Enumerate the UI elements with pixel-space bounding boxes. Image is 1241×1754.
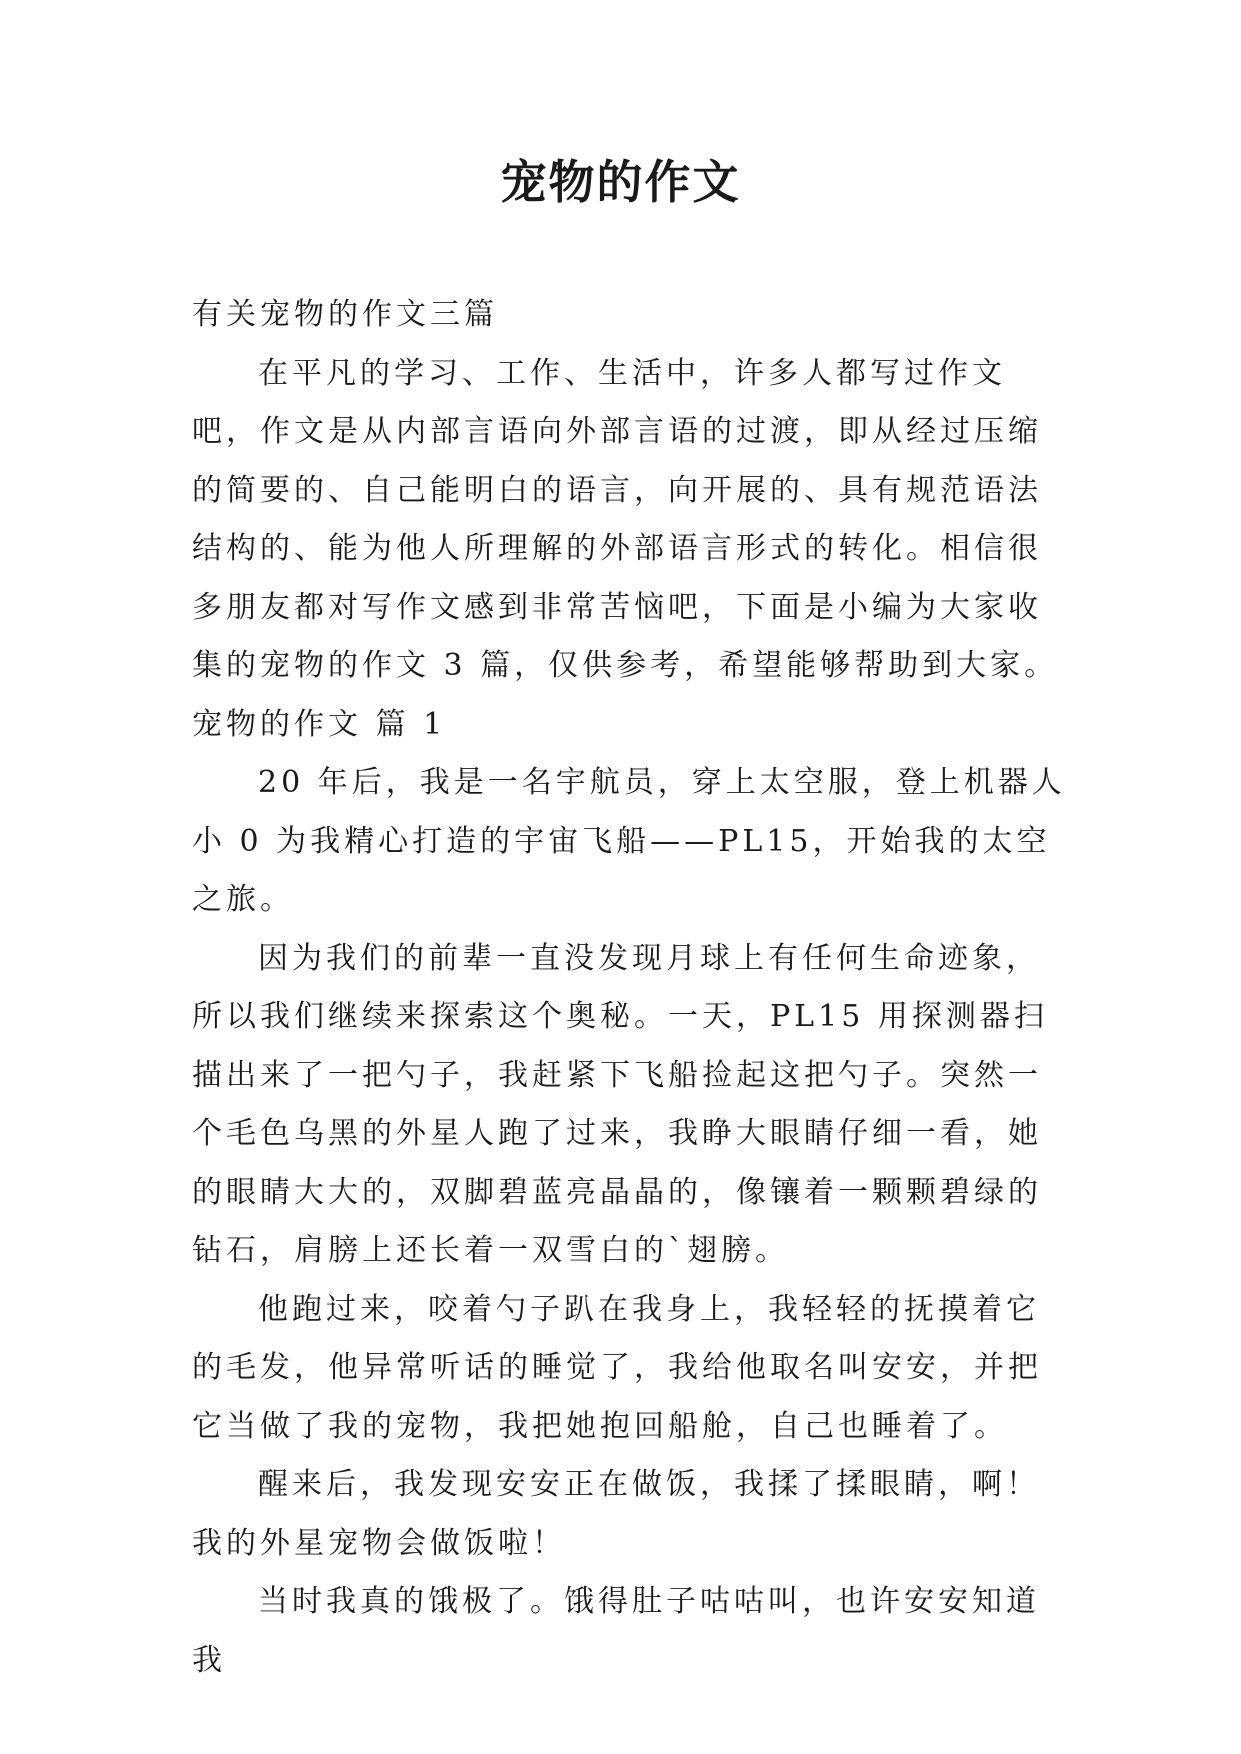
document-title: 宠物的作文 bbox=[500, 155, 741, 209]
body-paragraph: 醒来后，我发现安安正在做饭，我揉了揉眼睛，啊！我的外星宠物会做饭啦！ bbox=[192, 1467, 1040, 1561]
body-paragraph: 当时我真的饿极了。饿得肚子咕咕叫，也许安安知道我 bbox=[192, 1584, 1040, 1678]
intro-paragraph: 在平凡的学习、工作、生活中，许多人都写过作文吧，作文是从内部言语向外部言语的过渡，即从经过压缩的简要的、自己能明白的语言，向开展的、具有规范语法结构的、能为他人所理解的外部语言形式的转化。相信很多朋友都对写作文感到非常苦恼吧，下面是小编为大家收集的宠物的作文 3 篇，仅供参考，希望能够帮助到大家。 bbox=[192, 355, 1059, 683]
section-heading: 宠物的作文 篇 1 bbox=[192, 706, 447, 742]
body-paragraph: 他跑过来，咬着勺子趴在我身上，我轻轻的抚摸着它的毛发，他异常听话的睡觉了，我给他取名叫安安，并把它当做了我的宠物，我把她抱回船舱，自己也睡着了。 bbox=[192, 1291, 1042, 1444]
document-subtitle: 有关宠物的作文三篇 bbox=[192, 297, 498, 332]
document-body bbox=[192, 286, 1072, 1690]
body-paragraph: 因为我们的前辈一直没发现月球上有任何生命迹象，所以我们继续来探索这个奥秘。一天，PL15 用探测器扫描出来了一把勺子，我赶紧下飞船捡起这把勺子。突然一个毛色乌黑的外星人跑了过来，我睁大眼睛仔细一看，她的眼睛大大的，双脚碧蓝亮晶晶的，像镶着一颗颗碧绿的钻石，肩膀上还长着一双雪白的`翅膀。 bbox=[192, 940, 1048, 1268]
body-paragraph: 20 年后，我是一名宇航员，穿上太空服，登上机器人小 0 为我精心打造的宇宙飞船——PL15，开始我的太空之旅。 bbox=[192, 765, 1066, 917]
